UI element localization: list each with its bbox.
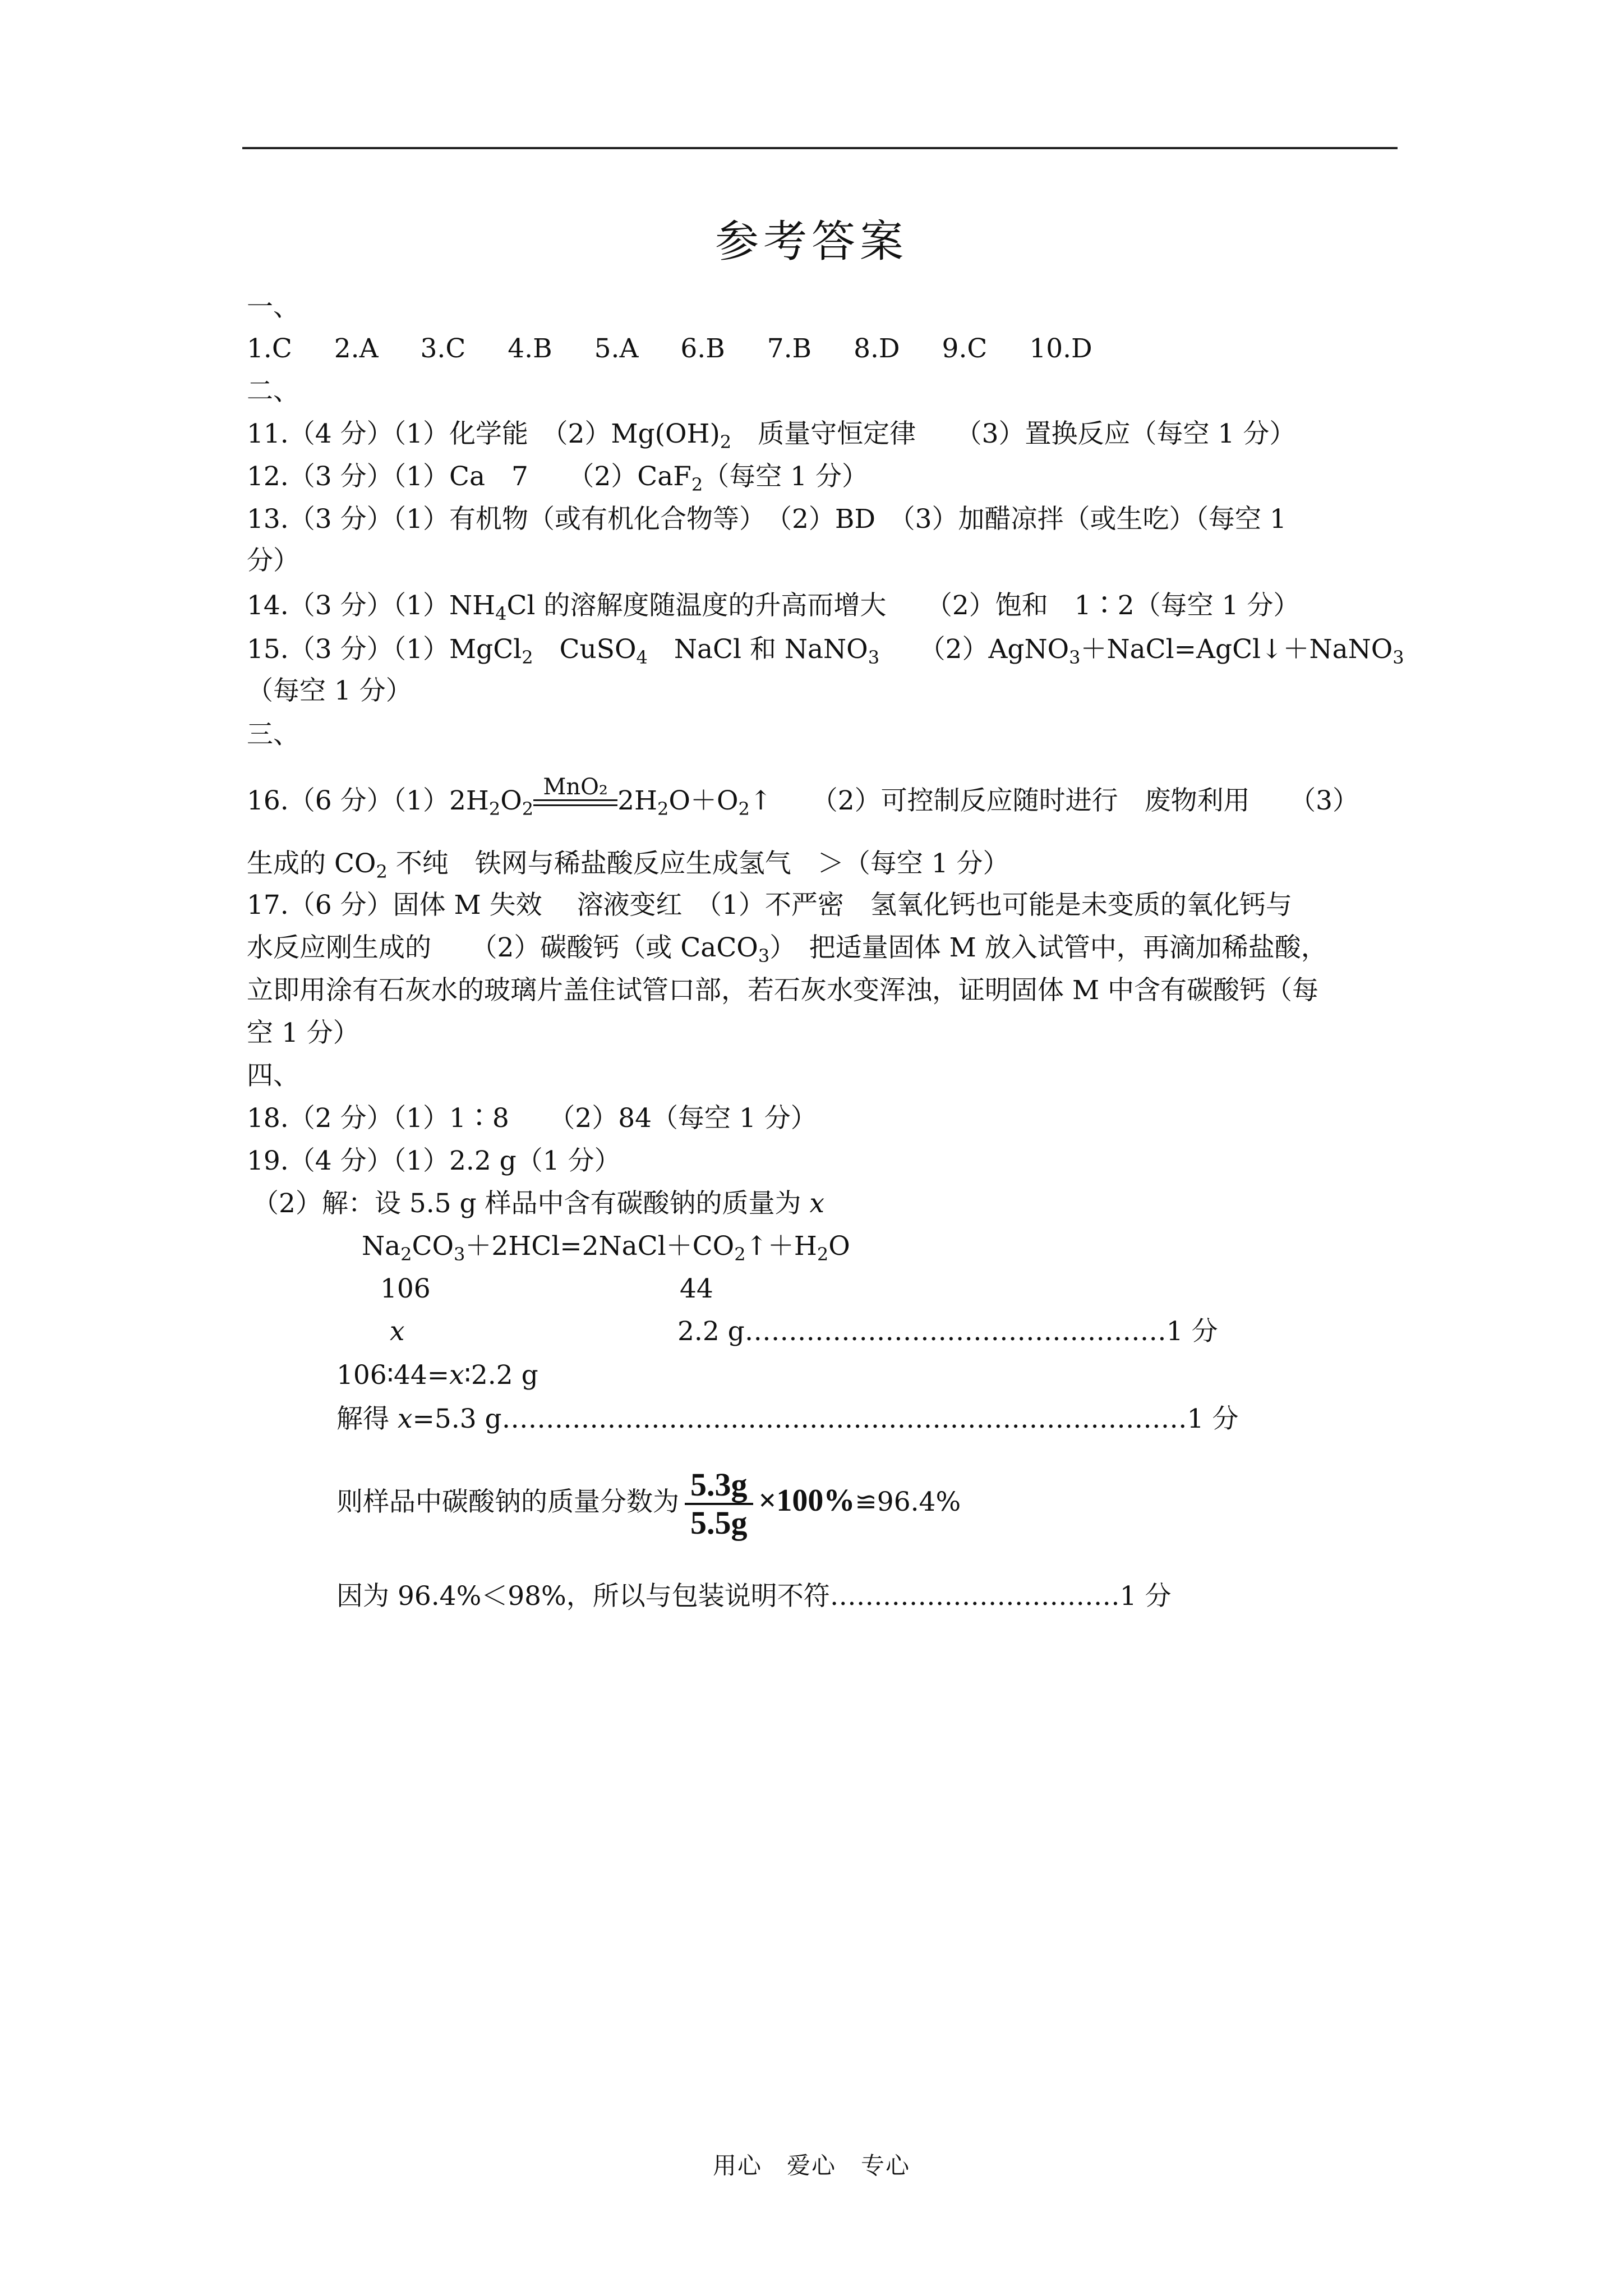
section-heading-4: 四、 <box>247 1060 299 1091</box>
answer-5: 5.A <box>594 333 639 364</box>
solution-line: 解得 x=5.3 g……………………………………………………………………1 分 <box>336 1404 1239 1434</box>
answer-q17-line4: 空 1 分） <box>247 1018 359 1048</box>
answer-q16: 16.（6 分）$(1)2H_2O_2$ MnO₂ $2H_2O+O_2↑$ （2）可控制反应随时进行 废物利用 （3） <box>247 774 1359 820</box>
answer-q15: 15.（3 分）（1）MgCl$_2$ CuSO$_4$ NaCl 和 NaNO$_3$ （2）AgNO$_3$＋NaCl=AgCl↓＋NaNO$_3$ <box>247 634 1404 668</box>
page-title: 参考答案 <box>714 217 908 267</box>
catalyst-arrow: MnO₂ <box>533 799 617 806</box>
section-heading-2: 二、 <box>247 376 299 407</box>
mass-fraction: $\frac{5.3g}{5.5g}$ <box>685 1467 753 1541</box>
answer-1: 1.C <box>247 333 292 364</box>
section-heading-1: 一、 <box>247 292 299 323</box>
answer-7: 7.B <box>767 333 812 364</box>
answer-q17-line3: 立即用涂有石灰水的玻璃片盖住试管口部，若石灰水变浑浊，证明固体 M 中含有碳酸钙（每 <box>247 975 1319 1006</box>
answer-8: 8.D <box>854 333 900 364</box>
chemical-equation: $Na_2CO_3+2HCl=2NaCl+CO_2↑+H_2O$ <box>362 1231 850 1265</box>
answer-10: 10.D <box>1029 333 1092 364</box>
header-rule <box>242 147 1398 149</box>
answer-q17-line2: 水反应刚生成的 （2）碳酸钙（或 CaCO$_3$） 把适量固体 M 放入试管中，再滴加稀盐酸， <box>247 932 1327 967</box>
answer-2: 2.A <box>334 333 379 364</box>
answer-q11: 11.（4 分）（1）化学能 $(2)Mg(OH)_2$ 质量守恒定律 （3）置换反应（每空 1 分） <box>247 418 1296 453</box>
answer-q19: 19.（4 分）（1）2.2 g（1 分） <box>247 1145 621 1176</box>
given-mass: 2.2 g…………………………………………1 分 <box>677 1316 1218 1347</box>
section-heading-3: 三、 <box>247 719 299 750</box>
answer-3: 3.C <box>420 333 466 364</box>
page-footer: 用心 爱心 专心 <box>712 2152 910 2179</box>
answer-q19-setup: （2）解：设 5.5 g 样品中含有碳酸钠的质量为 x <box>252 1188 825 1219</box>
answer-q17: 17.（6 分）固体 M 失效 溶液变红 （1）不严密 氢氧化钙也可能是未变质的氧化钙与 <box>247 890 1292 921</box>
answer-4: 4.B <box>508 333 552 364</box>
answer-q14: 14.（3 分）$(1)NH_4Cl$ 的溶解度随温度的升高而增大 （2）饱和 1∶2（每空 1 分） <box>247 590 1300 624</box>
answer-q15-cont: （每空 1 分） <box>247 675 412 706</box>
answer-q13: 13.（3 分）（1）有机物（或有机化合物等） （2）BD （3）加醋凉拌（或生吃）（每空 1 <box>247 504 1287 535</box>
answer-6: 6.B <box>680 333 725 364</box>
answer-q13-cont: 分） <box>247 545 299 576</box>
answer-q18: 18.（2 分）（1）1∶8 （2）84（每空 1 分） <box>247 1103 817 1134</box>
molar-mass-right: 44 <box>680 1273 713 1304</box>
ratio-equation: 106∶44=x∶2.2 g <box>336 1360 538 1391</box>
mc-answers <box>247 332 1092 366</box>
answer-q16-cont: 生成的 $CO_2$ 不纯 铁网与稀盐酸反应生成氢气 ＞（每空 1 分） <box>247 848 1009 882</box>
answer-q12: 12.（3 分）（1）Ca 7 （2）CaF$_2$（每空 1 分） <box>247 461 869 495</box>
conclusion-line: 因为 96.4%＜98%，所以与包装说明不符……………………………1 分 <box>336 1581 1172 1612</box>
answer-9: 9.C <box>942 333 988 364</box>
molar-mass-left: 106 <box>380 1273 431 1304</box>
mass-fraction-line: 则样品中碳酸钠的质量分数为 $\frac{5.3g}{5.5g}$ ×100%≌96.4% <box>336 1466 961 1541</box>
unknown-mass: x <box>390 1316 405 1347</box>
